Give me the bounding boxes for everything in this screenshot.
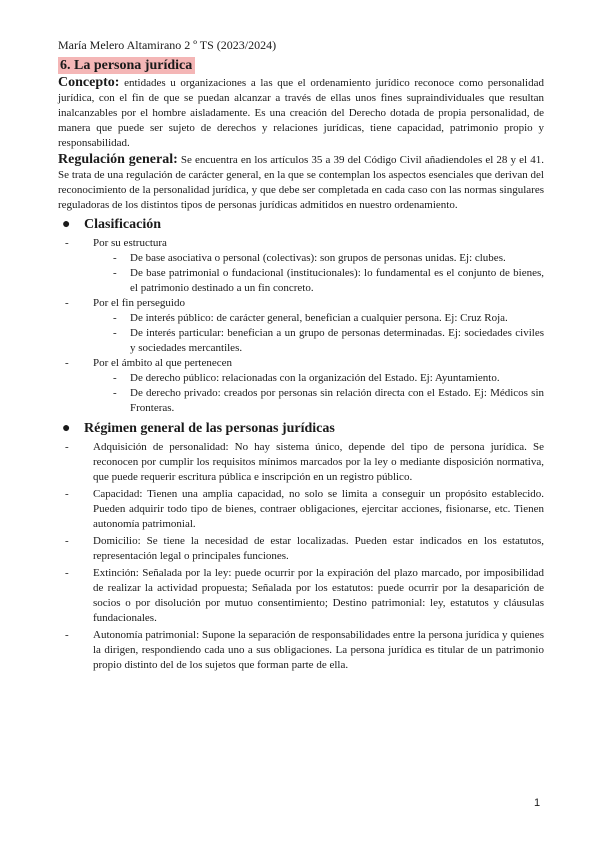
list-item	[58, 296, 544, 311]
sub-list-item	[58, 326, 544, 356]
dash-icon: -	[65, 629, 69, 641]
dash-icon: -	[65, 567, 69, 579]
regulacion-text: Se encuentra en los artículos 35 a 39 del Código Civil añadiendoles el 28 y el 41. Se trata de una regulación de carácter general, en la que se contemplan los aspectos esenciales que derivan del reconocimiento de la personalidad jurídica, y que debe ser completada en cada caso con las normas singulares reguladoras de los distintos tipos de personas jurídicas admitidos en nuestro ordenamiento.	[58, 154, 544, 211]
dash-icon: -	[113, 252, 117, 264]
list-item	[58, 566, 544, 626]
sub-list-item	[58, 266, 544, 296]
regimen-heading-text: Régimen general de las personas jurídicas	[84, 421, 335, 436]
regimen-item-text: Domicilio: Se tiene la necesidad de estar localizadas. Pueden estar indicados en los estatutos, representación legal o principales funciones.	[93, 535, 544, 562]
regimen-item-text: Capacidad: Tienen una amplia capacidad, no solo se limita a conseguir un propósito establecido. Pueden adquirir todo tipo de bienes, contraer obligaciones, ejercitar acciones, fisionarse, etc. Tienen autonomía patrimonial.	[93, 488, 544, 530]
list-item	[58, 534, 544, 564]
concepto-label: Concepto:	[58, 75, 120, 90]
dash-icon: -	[113, 312, 117, 324]
clasificacion-heading-text: Clasificación	[84, 217, 161, 232]
sub-list-item	[58, 386, 544, 416]
clasificacion-heading	[58, 215, 544, 234]
dash-icon: -	[113, 327, 117, 339]
section-title-wrap	[58, 56, 544, 74]
dash-icon: -	[65, 297, 69, 309]
sub-item-text: De derecho público: relacionadas con la organización del Estado. Ej: Ayuntamiento.	[130, 372, 500, 384]
author-header: María Melero Altamirano 2 º TS (2023/2024)	[58, 38, 277, 52]
sub-list-item	[58, 371, 544, 386]
document-page	[58, 38, 544, 673]
dash-icon: -	[113, 387, 117, 399]
group-label-estructura: Por su estructura	[93, 237, 167, 249]
sub-item-text: De derecho privado: creados por personas sin relación directa con el Estado. Ej: Médicos sin Fronteras.	[130, 387, 544, 414]
sub-item-text: De base asociativa o personal (colectivas): son grupos de personas unidas. Ej: clubes.	[130, 252, 506, 264]
dash-icon: -	[65, 535, 69, 547]
group-label-fin: Por el fin perseguido	[93, 297, 185, 309]
sub-list-item	[58, 311, 544, 326]
list-item	[58, 236, 544, 251]
regimen-item-text: Autonomía patrimonial: Supone la separación de responsabilidades entre la persona jurídica y quienes la dirigen, respondiendo cada uno a sus obligaciones. La persona jurídica es titular de un patrimonio propio distinto del de los sujetos que forman parte de ella.	[93, 629, 544, 671]
list-item	[58, 356, 544, 371]
concepto-paragraph	[58, 75, 544, 151]
regimen-item-text: Extinción: Señalada por la ley: puede ocurrir por la expiración del plazo marcado, por imposibilidad de realizar la actividad propuesta; Señalada por los estatutos: puede ocurrir por la desaparición de socios o por disolución por mutuo consentimiento; Destino patrimonial: ley, estatutos y cláusulas fundacionales.	[93, 567, 544, 624]
bullet-icon: ●	[62, 217, 71, 232]
section-title: 6. La persona jurídica	[58, 57, 195, 74]
sub-item-text: De base patrimonial o fundacional (institucionales): lo fundamental es el conjunto de bienes, el patrimonio destinado a un fin concreto.	[130, 267, 544, 294]
regimen-item-text: Adquisición de personalidad: No hay sistema único, depende del tipo de persona jurídica. Se reconocen por cumplir los requisitos mínimos marcados por la ley o mediante disposición normativa, que puede requerir escritura pública e inscripción en un registro público.	[93, 441, 544, 483]
regimen-heading	[58, 419, 544, 438]
sub-item-text: De interés particular: benefician a un grupo de personas determinadas. Ej: sociedades civiles y sociedades mercantiles.	[130, 327, 544, 354]
regulacion-label: Regulación general:	[58, 152, 178, 167]
bullet-icon: ●	[62, 421, 71, 436]
dash-icon: -	[65, 488, 69, 500]
sub-list-item	[58, 251, 544, 266]
group-label-ambito: Por el ámbito al que pertenecen	[93, 357, 232, 369]
dash-icon: -	[65, 237, 69, 249]
list-item	[58, 487, 544, 532]
dash-icon: -	[113, 267, 117, 279]
dash-icon: -	[65, 357, 69, 369]
regulacion-paragraph	[58, 152, 544, 213]
sub-item-text: De interés público: de carácter general, benefician a cualquier persona. Ej: Cruz Roja.	[130, 312, 508, 324]
dash-icon: -	[113, 372, 117, 384]
page-number: 1	[534, 797, 541, 809]
list-item	[58, 440, 544, 485]
list-item	[58, 628, 544, 673]
dash-icon: -	[65, 441, 69, 453]
concepto-text: entidades u organizaciones a las que el ordenamiento jurídico reconoce como personalidad jurídica, con el fin de que se puedan alcanzar a través de ellas unos fines supraindividuales que resultan inalcanzables por el hombre aisladamente. Es una creación del Derecho dotada de propia personalidad, de manera que puede ser sujeto de derechos y relaciones jurídicas, tiene capacidad, patrimonio propio y responsabilidad.	[58, 77, 544, 149]
